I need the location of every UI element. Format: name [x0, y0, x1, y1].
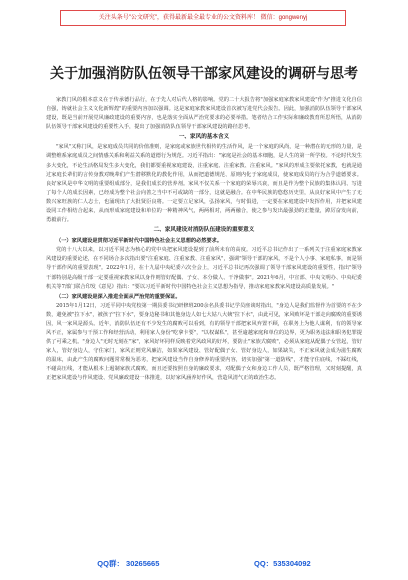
document-body [46, 96, 362, 550]
subsection-2-paragraph: 2015年1月12日，习近平同中央党校第一期县委书记研修班200余名县委书记学员座谈时指出，"身边人是我们监督作为首要的不在少数，避免被"拉下水"，被孩子"拉下水"，要身边秘书和其他身边人如七大姑八大姨"拉下水"，由此可见，家风败坏是干部走向腐败的重要诱因，风一家风是源头。近年，消防队伍还有不少发生的腐败可以看到，有的领导干部把家风弃置不顾，在职务上为他人谋利，有的领导家风不正，家属参与干预工作和经营活动，利用家人身份"吃拿卡要"，"以权谋私"，甚至逾越家庭和单位的边界，更为职务违法和职务犯罪提供了可乘之机。"身边人"无时无刻在"家"，家风好坏同样反映着党风政风的好坏，要防止"家族式腐败"，必须从家庭从配偶子女管起，管好家人，管好身边人，守住家门，家风正则党风廉洁，如果家风建设、管好配偶子女、管好身边人，如果缺失，不正家风就会成为滋生腐败的温床，由此产生的腐败问题常常极为恶劣，把家风建设当作自身修养的重要内容，切实加强"第一道防线"，才能守住底线，不踩红线，不碰高压线，才能从根本上遏制家族式腐败，而且还要按照自身的廉政要求，对配偶子女和身边工作人员，既严格管理，又时刻提醒，真正把家风建设与作风建设、党风廉政建设一体推进，以好家风涵养好作风，营造风清气正的政治生态。 [46, 302, 362, 382]
section-1-heading: 一、家风的基本含义 [178, 134, 230, 141]
subsection-1-paragraph: 党的十八大以来，以习近平同志为核心的党中央把家风建设提到了前所未有的高度。习近平总书记作出了一系列关于注重家庭家教家风建设的重要论述，在不同场合多次指出要"注重家庭、注重家教、注重家风"，强调"领导干部的家风，不是个人小事、家庭私事，而是领导干部作风的重要表现"。2022年1月，在十九届中央纪委六次全会上，习近平总书记再次强调了领导干部家风建设的重要性，指出"领导干部特别是高级干部一定要重视家教家风以身作则管好配偶、子女、本分做人、干净做事"。2021年6月，中宣部、中央文明办、中央纪委机关等7部门联合印发《意见》指出："要以习近平新时代中国特色社会主义思想为指导，推动家庭家教家风建设高质量发展。" [46, 247, 362, 290]
section-2-heading: 二、家风建设对消防队伍建设的重要意义 [153, 227, 255, 234]
qq-label: QQ：535304092 [253, 559, 311, 568]
subsection-1-heading: （一）家风建设是贯彻习近平新时代中国特色社会主义思想的必然要求。 [56, 238, 223, 245]
section-1-paragraph: "家风"又称门风，是家庭成员共同的价值准则，是家庭或家族世代相传的生活作风，是一个家庭的风尚，是一种潜在的无形的力量，是调整维系家庭成员之间情感关系和利益关系的道德行为规范。习近平指出："家庭是社会的基本细胞，是人生的第一所学校。不论时代发生多大变化，不论生活格局发生多大变化，我们都要重视家庭建设，注重家庭、注重家教、注重家风。"家风的形成主要依托家教，也就是通过家庭长辈们的言传身教对晚辈们产生潜移默化的教化作用，从而把道德规范、原则内化于家庭成员，使家庭成员的行为合乎道德要求。良好家风是中华文明的重要组成部分，是我们成长的营养剂。家风不仅关系一个家庭的荣辱兴衰，而且是作为整个民族的集体认同、写进了每个人的成长因素，已经成为整个社会向善之当中不可或缺的一部分，这就是融合。在中华民族的悠悠历史里，从良好家风中产生了无数兴家旺族的仁人志士，也涌现出了大批贤臣良将。一定要立足家风，弘扬家风，与时俱进，一定要在家庭建设中发挥作用，并把家风建设同工作相结合起来，从而形成家庭建设和单位的一种精神风气，两两相对，两两融合，使之参与发出最强劲的正能量，踔厉奋发向前，勇毅前行。 [46, 144, 362, 224]
intro-paragraph: 家教门风的根本意义在于传承德行品行，在于先人对后代人格的影响。党的二十大报告将"加强家庭家教家风建设"作为"推进文化自信自强，铸就社会主义文化新辉煌"的重要内容加以强调。这是家庭家教家风建设首次被写进党代会报告。因此，加强消防队伍领导干部家风建设，既是当前开展党风廉政建设的重要内容，也是落实全面从严治党要求的必要举措。笔者结合工作实际和廉政教育所思所悟，从消防队伍领导干部家风建设的重要性入手，提出了加强消防队伍领导干部家风建设的路径思考。 [46, 97, 362, 131]
subsection-2-heading: （二）家风建设是深入推进全面从严治党的重要保证。 [56, 293, 181, 300]
top-banner: 关注头条号"公文研究"，获得最新最全最专业的公文资料库！ 微信：gongwenyj [60, 10, 346, 26]
contact-footer [50, 557, 358, 571]
document-title: 关于加强消防队伍领导干部家风建设的调研与思考 [50, 65, 358, 81]
qq-group-label: QQ群： 30265665 [97, 559, 160, 568]
